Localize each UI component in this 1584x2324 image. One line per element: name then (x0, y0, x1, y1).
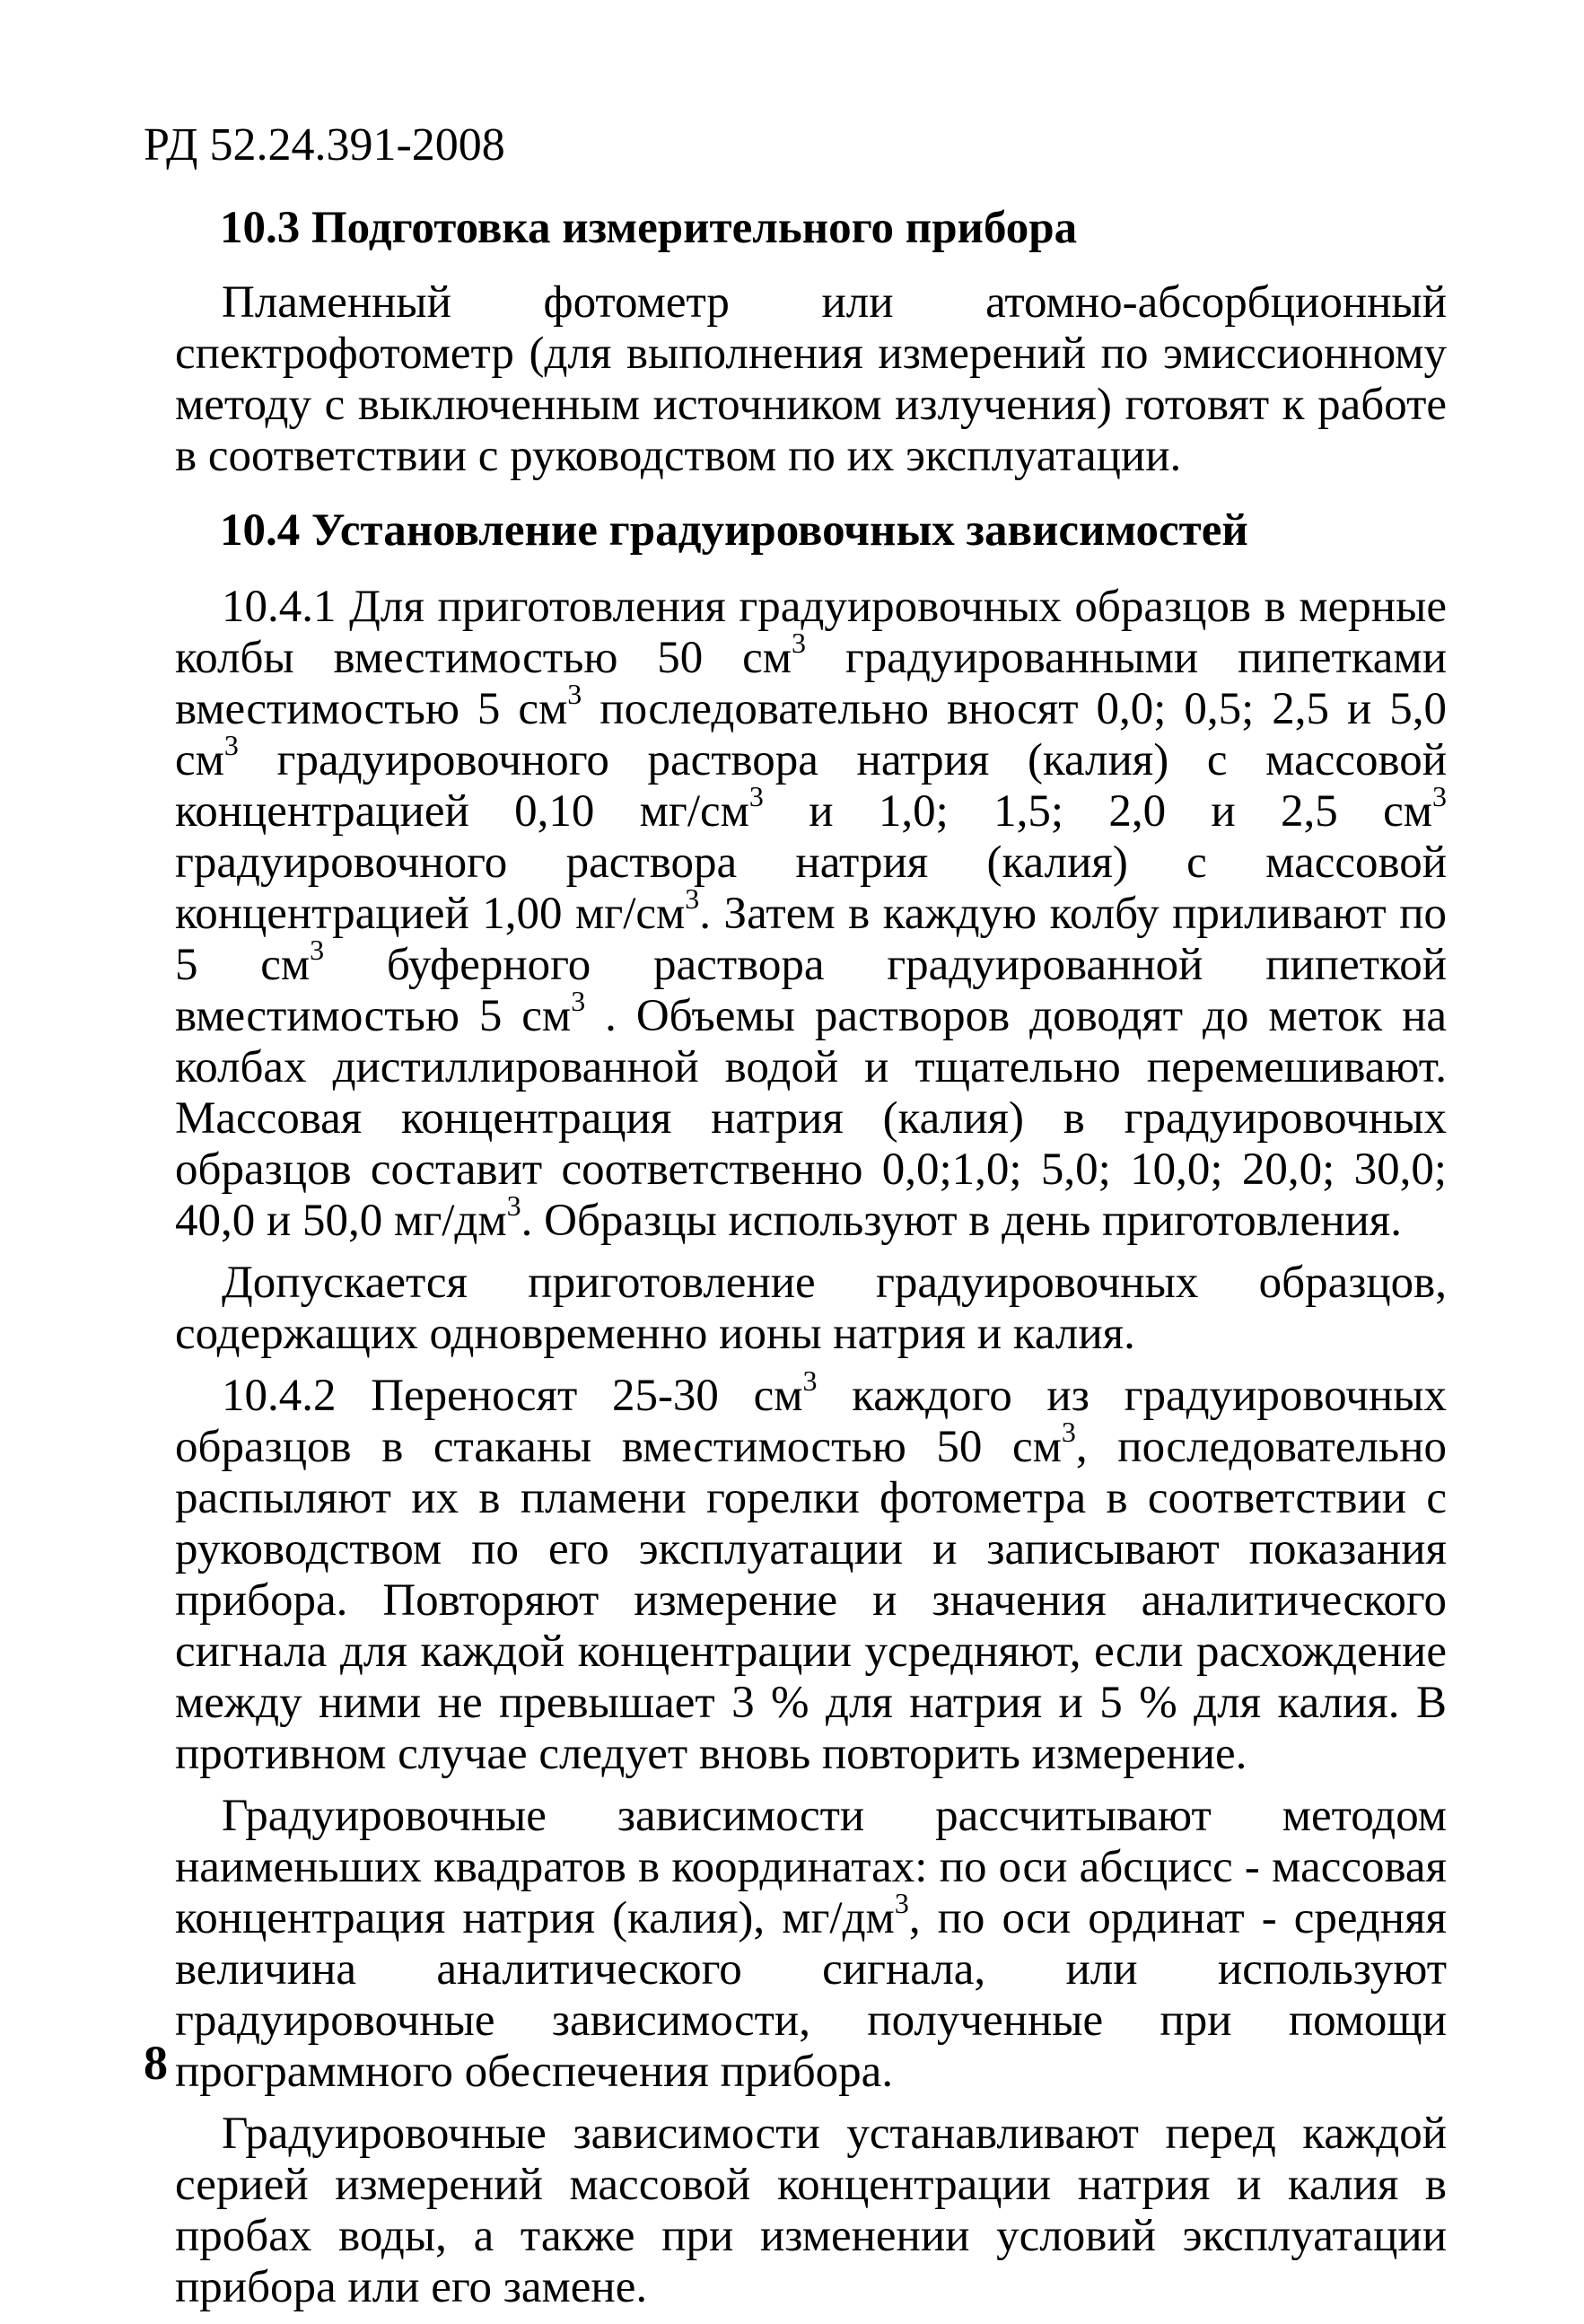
document-header: РД 52.24.391-2008 (144, 119, 505, 171)
superscript-3: 3 (506, 1189, 521, 1222)
text-segment: градуировочного раствора натрия (калия) с массовой концентрацией 0,10 мг/см (175, 735, 1447, 837)
superscript-3: 3 (1061, 1416, 1076, 1448)
text-segment: градуировочного раствора натрия (калия) с массовой концентрацией 1,00 мг/см (175, 838, 1447, 939)
paragraph-calibration-establishment: Градуировочные зависимости устанавливают перед каждой серией измерений массовой концентрации натрия и калия в пробах воды, а также при изменении условий эксплуатации прибора или его замене. (175, 2109, 1447, 2312)
text-segment: последовательно вносят 0,0; 0,5; 2,5 и 5,0 см (175, 684, 1447, 785)
superscript-3: 3 (792, 627, 807, 659)
text-segment: градуированными пипетками вместимостью 5 см (175, 633, 1447, 734)
paragraph-10-4-1 (175, 582, 1447, 1247)
text-segment: , по оси ординат - средняя величина аналитического сигнала, или используют градуировочные зависимости, полученные при помощи программного обеспечения прибора. (175, 1893, 1448, 2097)
text-segment: 10.4.2 Переносят 25-30 см (222, 1371, 803, 1421)
section-heading-10-3: 10.3 Подготовка измерительного прибора (220, 203, 1078, 253)
superscript-3: 3 (571, 985, 586, 1017)
superscript-3: 3 (310, 934, 325, 966)
section-heading-10-4: 10.4 Установление градуировочных зависимостей (220, 505, 1248, 556)
paragraph-calibration-calculation (175, 1791, 1447, 2098)
text-segment: , последовательно распыляют их в пламени горелки фотометра в соответствии с руководством по его эксплуатации и записывают показания прибора. Повторяют измерение и значения аналитического сигнала для каждой концентрации усредняют, если расхождение между ними не превышает 3 % для натрия и 5 % для калия. В противном случае следует вновь повторить измерение. (175, 1422, 1447, 1779)
superscript-3: 3 (802, 1364, 818, 1397)
superscript-3: 3 (894, 1887, 909, 1919)
text-segment: Градуировочные зависимости рассчитывают методом наименьших квадратов в координатах: по оси абсцисс - массовая концентрация натрия (калия), мг/дм (175, 1791, 1447, 1943)
paragraph-allowed-preparation: Допускается приготовление градуировочных образцов, содержащих одновременно ионы натрия и калия. (175, 1258, 1447, 1359)
document-body (175, 203, 1447, 2324)
text-segment: 10.4.1 Для приготовления градуировочных образцов в мерные колбы вместимостью 50 см (175, 582, 1447, 683)
text-segment: . Объемы растворов доводят до меток на колбах дистиллированной водой и тщательно перемешивают. Массовая концентрация натрия (калия) в градуировочных образцов составит соответственно 0,0;1,0; 5,0; 10,0; 20,0; 30,0; 40,0 и 50,0 мг/дм (175, 991, 1448, 1246)
page-number: 8 (144, 2036, 168, 2090)
superscript-3: 3 (567, 678, 582, 710)
text-segment: . Образцы используют в день приготовления. (521, 1196, 1402, 1246)
text-segment: . Затем в каждую колбу приливают по 5 см (175, 889, 1447, 990)
text-segment: каждого из градуировочных образцов в стаканы вместимостью 50 см (175, 1371, 1447, 1472)
paragraph-10-3: Пламенный фотометр или атомно-абсорбционный спектрофотометр (для выполнения измерений по эмиссионному методу с выключенным источником излучения) готовят к работе в соответствии с руководством по их эксплуатации. (175, 277, 1447, 481)
superscript-3: 3 (685, 882, 700, 915)
superscript-3: 3 (1431, 780, 1447, 812)
text-segment: буферного раствора градуированной пипеткой вместимостью 5 см (175, 940, 1447, 1041)
superscript-3: 3 (223, 729, 239, 761)
paragraph-10-4-2 (175, 1364, 1447, 1780)
superscript-3: 3 (748, 780, 764, 812)
text-segment: и 1,0; 1,5; 2,0 и 2,5 см (763, 786, 1432, 837)
